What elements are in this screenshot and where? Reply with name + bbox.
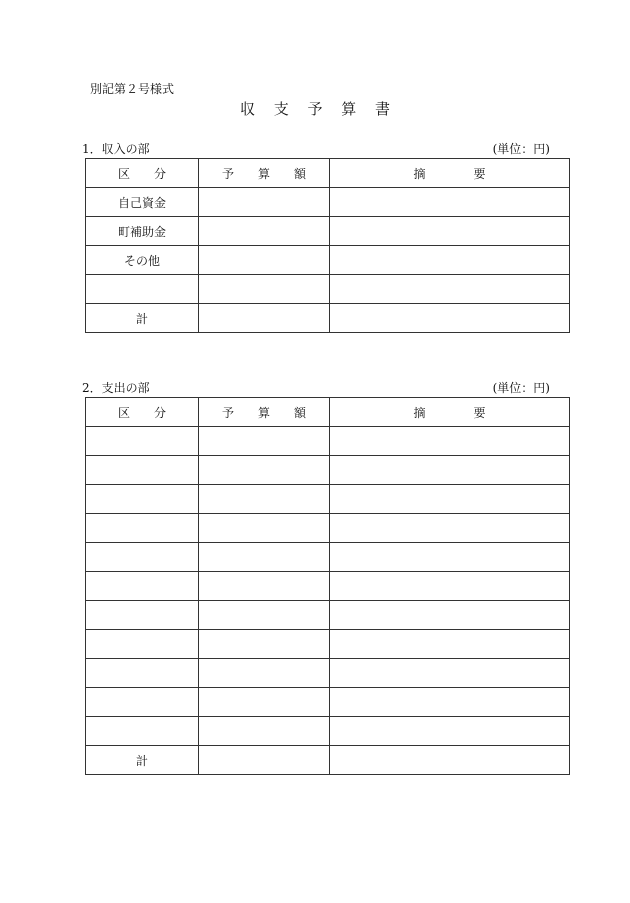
category-cell[interactable]: [86, 427, 199, 456]
category-header: 区 分: [86, 398, 199, 427]
total-label-cell: 計: [86, 304, 199, 333]
total-amount-cell[interactable]: [199, 746, 330, 775]
table-row: [86, 246, 570, 275]
budget-amount-cell[interactable]: [199, 514, 330, 543]
remarks-cell[interactable]: [330, 456, 570, 485]
document-title: 収 支 予 算 書: [239, 100, 398, 118]
remarks-cell[interactable]: [330, 630, 570, 659]
remarks-cell[interactable]: [330, 514, 570, 543]
budget-amount-cell[interactable]: [199, 275, 330, 304]
remarks-cell[interactable]: [330, 601, 570, 630]
remarks-header: 摘 要: [330, 159, 570, 188]
category-header: 区 分: [86, 159, 199, 188]
table-row: [86, 427, 570, 456]
category-cell[interactable]: [86, 543, 199, 572]
budget-amount-cell[interactable]: [199, 717, 330, 746]
income-table: [85, 158, 570, 333]
form-number: 別記第２号様式: [90, 82, 175, 96]
category-cell: その他: [86, 246, 199, 275]
total-amount-cell[interactable]: [199, 304, 330, 333]
remarks-cell[interactable]: [330, 572, 570, 601]
budget-amount-cell[interactable]: [199, 688, 330, 717]
budget-amount-cell[interactable]: [199, 427, 330, 456]
budget-amount-cell[interactable]: [199, 601, 330, 630]
category-cell[interactable]: [86, 688, 199, 717]
table-row: [86, 601, 570, 630]
category-cell[interactable]: [86, 572, 199, 601]
table-row: [86, 659, 570, 688]
total-row: [86, 746, 570, 775]
table-row: [86, 485, 570, 514]
budget-amount-cell[interactable]: [199, 572, 330, 601]
remarks-cell[interactable]: [330, 275, 570, 304]
category-cell[interactable]: [86, 717, 199, 746]
category-cell[interactable]: [86, 514, 199, 543]
remarks-cell[interactable]: [330, 746, 570, 775]
expense-section-heading: 2．支出の部: [82, 381, 150, 395]
expense-table: [85, 397, 570, 775]
budget-amount-cell[interactable]: [199, 485, 330, 514]
budget-amount-cell[interactable]: [199, 246, 330, 275]
table-row: [86, 188, 570, 217]
remarks-header: 摘 要: [330, 398, 570, 427]
income-unit-label: (単位：円): [492, 142, 550, 156]
category-cell[interactable]: [86, 485, 199, 514]
budget-amount-header: 予 算 額: [199, 159, 330, 188]
remarks-cell[interactable]: [330, 717, 570, 746]
remarks-cell[interactable]: [330, 688, 570, 717]
category-cell: 自己資金: [86, 188, 199, 217]
remarks-cell[interactable]: [330, 485, 570, 514]
remarks-cell[interactable]: [330, 304, 570, 333]
total-row: [86, 304, 570, 333]
budget-amount-cell[interactable]: [199, 188, 330, 217]
budget-amount-cell[interactable]: [199, 217, 330, 246]
remarks-cell[interactable]: [330, 427, 570, 456]
table-row: [86, 630, 570, 659]
category-cell[interactable]: [86, 630, 199, 659]
table-row: [86, 543, 570, 572]
remarks-cell[interactable]: [330, 188, 570, 217]
table-row: [86, 456, 570, 485]
category-cell[interactable]: [86, 601, 199, 630]
table-row: [86, 514, 570, 543]
table-row: [86, 217, 570, 246]
remarks-cell[interactable]: [330, 246, 570, 275]
expense-unit-label: (単位：円): [492, 381, 550, 395]
expense-header-row: [86, 398, 570, 427]
category-cell[interactable]: [86, 659, 199, 688]
table-row: [86, 688, 570, 717]
table-row: [86, 717, 570, 746]
income-header-row: [86, 159, 570, 188]
total-label-cell: 計: [86, 746, 199, 775]
budget-amount-header: 予 算 額: [199, 398, 330, 427]
table-row: [86, 275, 570, 304]
remarks-cell[interactable]: [330, 659, 570, 688]
remarks-cell[interactable]: [330, 543, 570, 572]
budget-amount-cell[interactable]: [199, 659, 330, 688]
category-cell[interactable]: [86, 275, 199, 304]
budget-amount-cell[interactable]: [199, 543, 330, 572]
category-cell: 町補助金: [86, 217, 199, 246]
table-row: [86, 572, 570, 601]
budget-amount-cell[interactable]: [199, 456, 330, 485]
budget-amount-cell[interactable]: [199, 630, 330, 659]
income-section-heading: 1．収入の部: [82, 142, 150, 156]
category-cell[interactable]: [86, 456, 199, 485]
remarks-cell[interactable]: [330, 217, 570, 246]
